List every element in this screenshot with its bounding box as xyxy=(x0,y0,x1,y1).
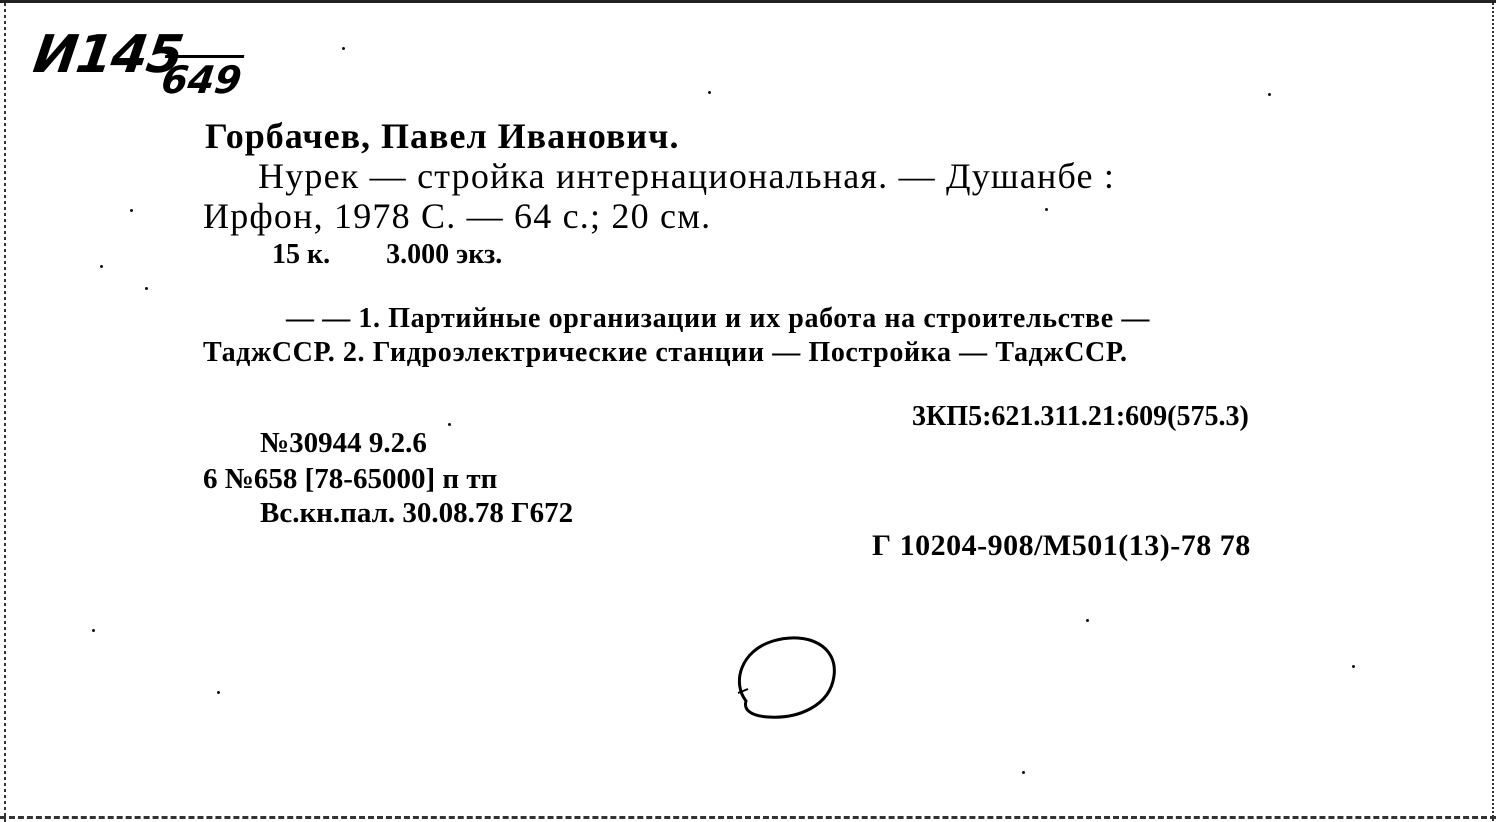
handwritten-call-number: И145 xyxy=(29,25,187,85)
speck xyxy=(342,47,345,50)
speck xyxy=(130,209,133,212)
speck xyxy=(1022,771,1025,774)
price-line xyxy=(272,239,502,271)
registration-line-1: №30944 9.2.6 xyxy=(260,427,427,459)
subjects-line-1: — — 1. Партийные организации и их работа на строительстве — xyxy=(286,303,1151,334)
classification-code: 3КП5:621.311.21:609(575.3) xyxy=(912,401,1249,432)
registration-line-3: Вс.кн.пал. 30.08.78 Г672 xyxy=(260,497,574,529)
title-line-1: Нурек — стройка интернациональная. — Душанбе : xyxy=(258,156,1116,196)
speck xyxy=(100,265,103,268)
card-right-edge xyxy=(1492,3,1494,822)
speck xyxy=(1086,619,1089,622)
card-hole-mark xyxy=(728,631,848,726)
subjects-line-2: ТаджССР. 2. Гидроэлектрические станции — Постройка — ТаджССР. xyxy=(203,337,1128,368)
copies-count: 3.000 экз. xyxy=(386,239,503,270)
handwritten-sub-number: 649 xyxy=(159,55,245,102)
speck xyxy=(1352,665,1355,668)
price-value: 15 к. xyxy=(272,239,331,270)
speck xyxy=(1045,208,1048,211)
author-heading: Горбачев, Павел Иванович. xyxy=(205,116,680,156)
speck xyxy=(1268,93,1271,96)
speck xyxy=(448,423,451,426)
index-code: Г 10204-908/М501(13)-78 78 xyxy=(872,529,1251,562)
speck xyxy=(217,691,220,694)
card-left-edge xyxy=(4,3,6,822)
title-line-2: Ирфон, 1978 С. — 64 с.; 20 см. xyxy=(203,196,712,236)
speck xyxy=(145,287,148,290)
speck xyxy=(92,629,95,632)
speck xyxy=(708,91,711,94)
registration-line-2: 6 №658 [78-65000] п тп xyxy=(203,463,498,495)
